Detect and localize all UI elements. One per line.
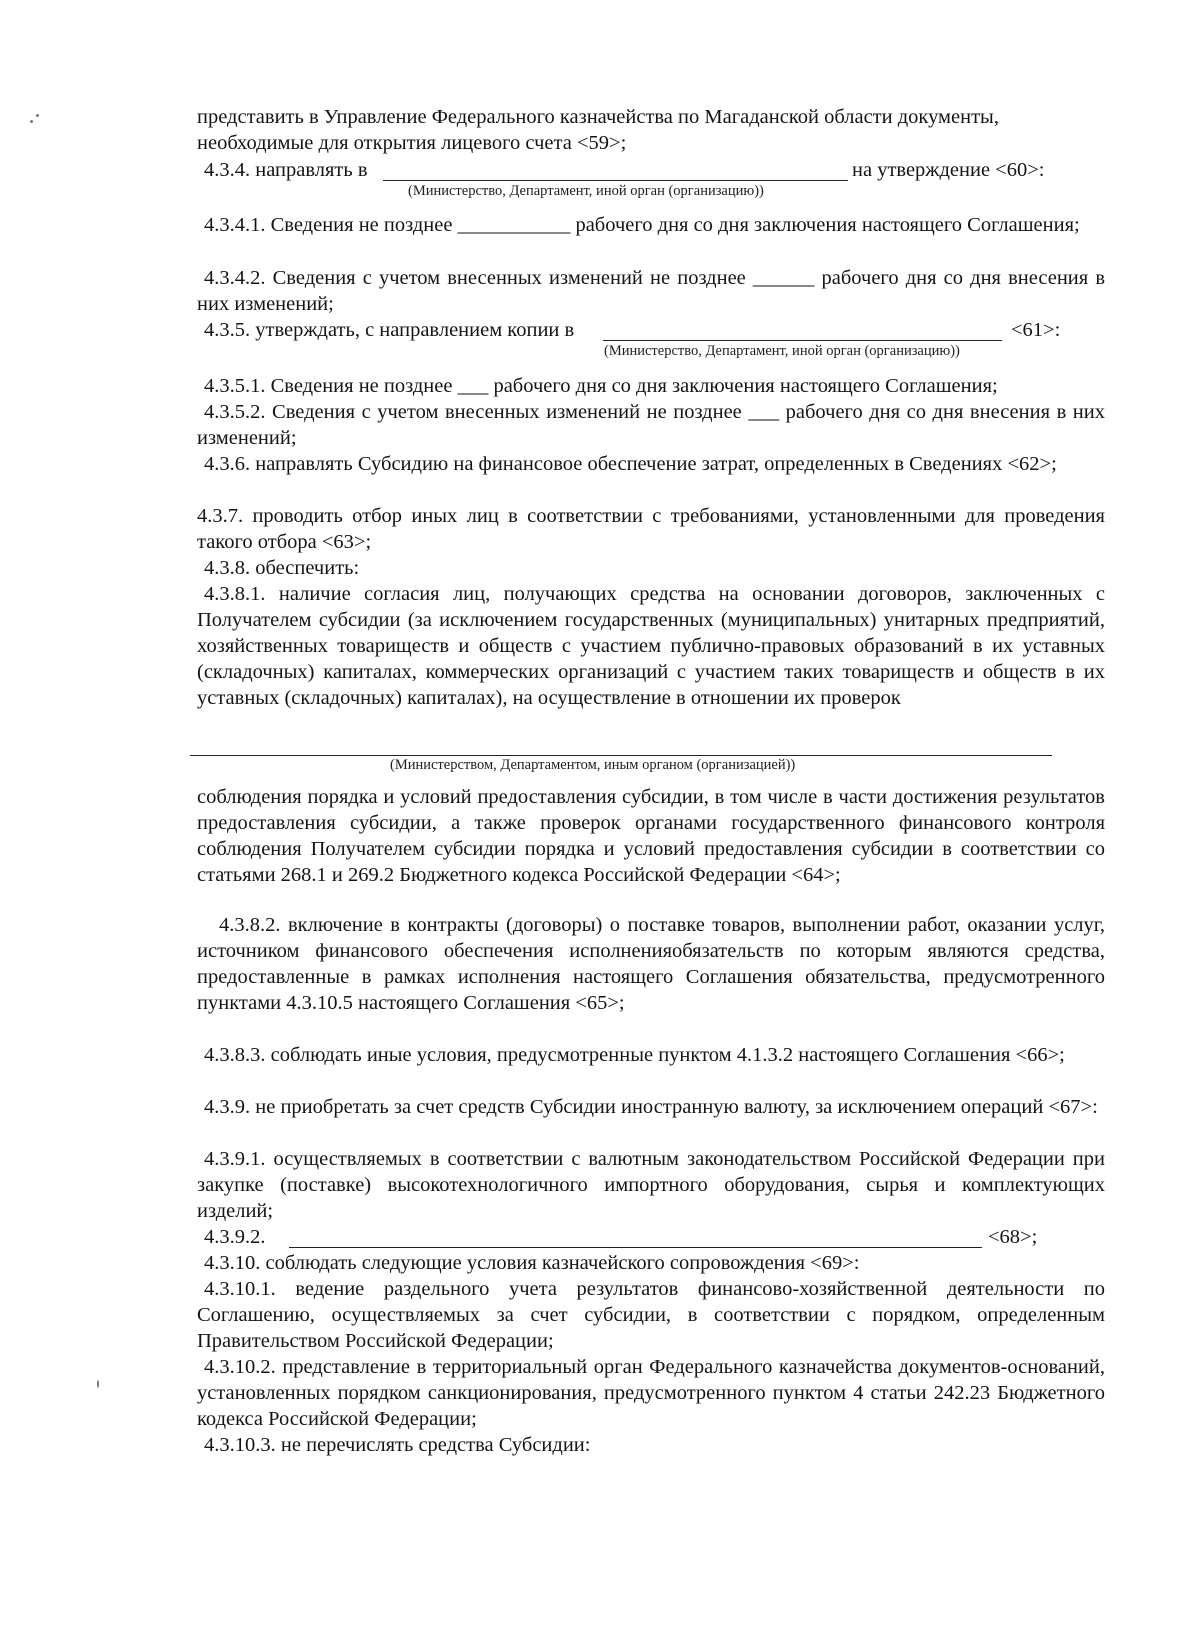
fill-in-blank-line <box>603 340 1002 341</box>
clause-4-3-9-2-tail: <68>; <box>988 1226 1038 1248</box>
clause-4-3-8-3: 4.3.8.3. соблюдать иные условия, предусмотренные пунктом 4.1.3.2 настоящего Соглашения <66>; <box>204 1044 1065 1066</box>
scan-speck <box>97 1380 99 1388</box>
paragraph-continuation-line2: необходимые для открытия лицевого счета <59>; <box>197 132 627 154</box>
clause-4-3-8-1-continuation: соблюдения порядка и условий предоставления субсидии, в том числе в части достижения результатов предоставления субсидии, а также проверок органами государственного финансового контроля соблюдения Получателем субсидии порядка и условий предоставления субсидии в соответствии со статьями 268.1 и 269.2 Бюджетного кодекса Российской Федерации <64>; <box>197 786 1105 886</box>
fill-in-blank-line <box>383 180 848 181</box>
fill-in-blank-line <box>289 1247 982 1248</box>
blank-caption: (Министерством, Департаментом, иным органом (организацией)) <box>390 757 796 773</box>
clause-4-3-5-1: 4.3.5.1. Сведения не позднее ___ рабочего дня со дня заключения настоящего Соглашения; <box>204 375 998 397</box>
clause-4-3-5-lead: 4.3.5. утверждать, с направлением копии в <box>204 319 575 341</box>
clause-4-3-10-2: 4.3.10.2. представление в территориальный орган Федерального казначейства документов-оснований, установленных порядком санкционирования, предусмотренного пунктом 4 статьи 242.23 Бюджетного кодекса Российской Федерации; <box>197 1356 1105 1430</box>
clause-4-3-8: 4.3.8. обеспечить: <box>204 557 360 579</box>
scan-speck <box>36 114 39 117</box>
clause-4-3-4-2: 4.3.4.2. Сведения с учетом внесенных изменений не позднее ______ рабочего дня со дня внесения в них изменений; <box>197 267 1105 315</box>
clause-4-3-8-2: 4.3.8.2. включение в контракты (договоры) о поставке товаров, выполнении работ, оказании услуг, источником финансового обеспечения исполненияобязательств по которым являются средства, предоставленные в рамках исполнения настоящего Соглашения обязательства, предусмотренного пунктами 4.3.10.5 настоящего Соглашения <65>; <box>197 914 1105 1014</box>
blank-caption: (Министерство, Департамент, иной орган (организацию)) <box>408 183 764 199</box>
clause-4-3-9: 4.3.9. не приобретать за счет средств Субсидии иностранную валюту, за исключением операций <67>: <box>204 1096 1098 1118</box>
paragraph-continuation-line1: представить в Управление Федерального казначейства по Магаданской области документы, <box>197 106 999 128</box>
clause-4-3-10: 4.3.10. соблюдать следующие условия казначейского сопровождения <69>: <box>204 1252 860 1274</box>
blank-caption: (Министерство, Департамент, иной орган (организацию)) <box>604 343 960 359</box>
clause-4-3-4-lead: 4.3.4. направлять в <box>204 159 368 181</box>
clause-4-3-9-1: 4.3.9.1. осуществляемых в соответствии с валютным законодательством Российской Федерации при закупке (поставке) высокотехнологичного импортного оборудования, сырья и комплектующих изделий; <box>197 1148 1105 1222</box>
clause-4-3-10-1: 4.3.10.1. ведение раздельного учета результатов финансово-хозяйственной деятельности по Соглашению, осуществляемых за счет субсидии, в соответствии с порядком, определенным Правительством Российской Федерации; <box>197 1278 1105 1352</box>
scan-speck <box>30 120 33 123</box>
clause-4-3-4-1: 4.3.4.1. Сведения не позднее ___________ рабочего дня со дня заключения настоящего Соглашения; <box>204 214 1080 236</box>
clause-4-3-6: 4.3.6. направлять Субсидию на финансовое обеспечение затрат, определенных в Сведениях <62>; <box>204 453 1057 475</box>
clause-4-3-5-2: 4.3.5.2. Сведения с учетом внесенных изменений не позднее ___ рабочего дня со дня внесения в них изменений; <box>197 401 1105 449</box>
clause-4-3-4-tail: на утверждение <60>: <box>852 159 1045 181</box>
clause-4-3-5-tail: <61>: <box>1011 319 1061 341</box>
clause-4-3-8-1: 4.3.8.1. наличие согласия лиц, получающих средства на основании договоров, заключенных с Получателем субсидии (за исключением государственных (муниципальных) унитарных предприятий, хозяйственных товариществ и обществ с участием публично-правовых образований в их уставных (складочных) капиталах, коммерческих организаций с участием таких товариществ и обществ в их уставных (складочных) капиталах), на осуществление в отношении их проверок <box>197 583 1105 709</box>
clause-4-3-10-3: 4.3.10.3. не перечислять средства Субсидии: <box>204 1434 591 1456</box>
clause-4-3-9-2-lead: 4.3.9.2. <box>204 1226 266 1248</box>
clause-4-3-7: 4.3.7. проводить отбор иных лиц в соответствии с требованиями, установленными для проведения такого отбора <63>; <box>197 505 1105 553</box>
